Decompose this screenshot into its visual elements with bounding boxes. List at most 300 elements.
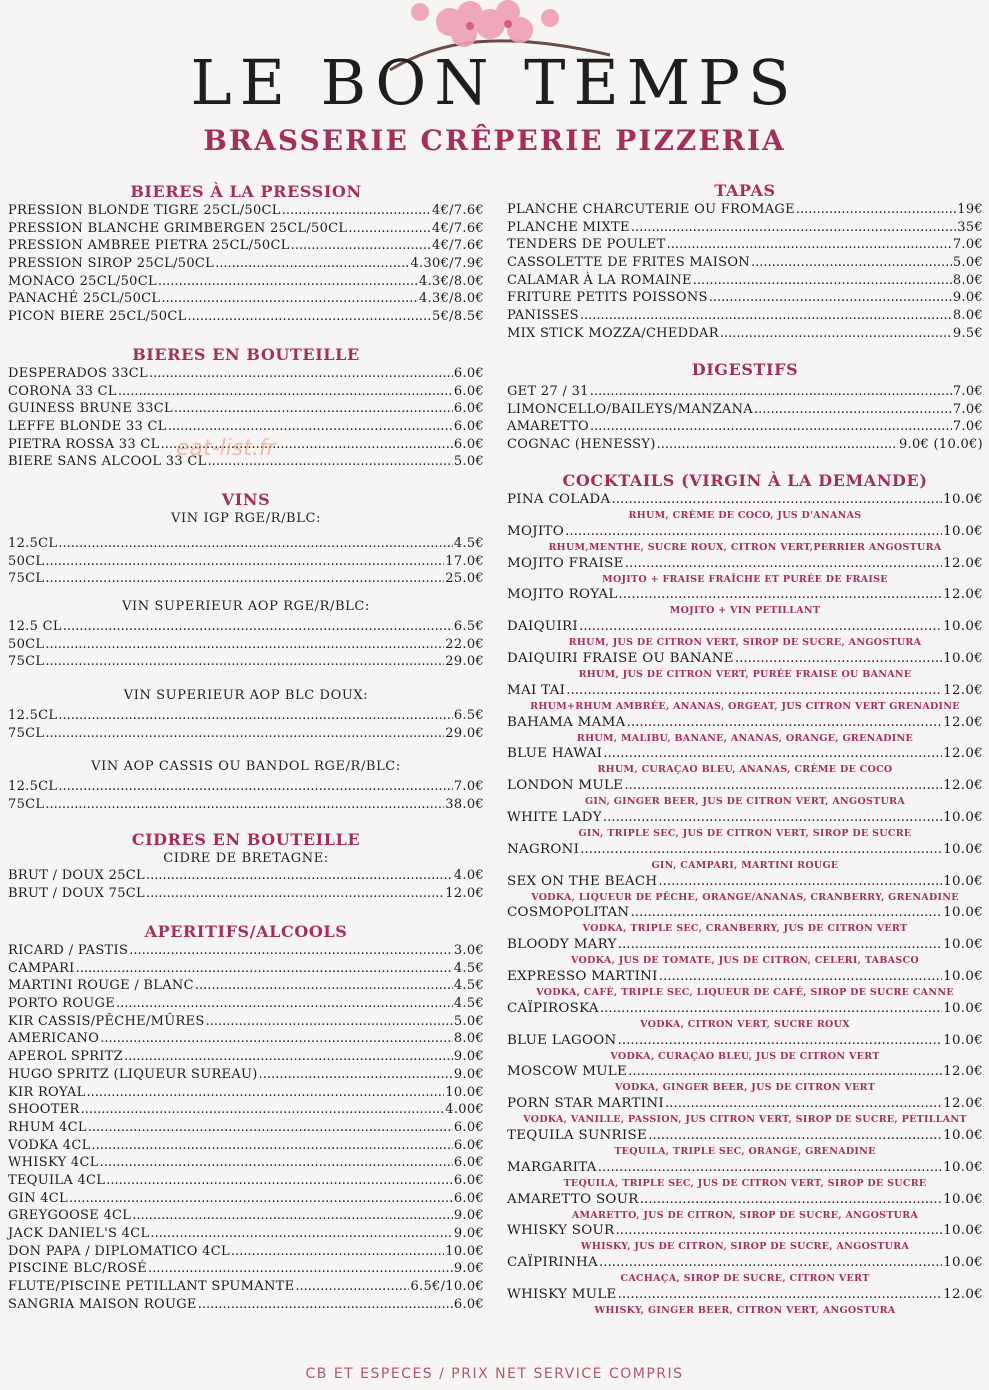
item-price: 10.0€	[943, 1127, 983, 1143]
item-list	[8, 535, 484, 588]
item-name: 12.5 CL	[8, 619, 62, 634]
menu-item	[507, 1191, 983, 1209]
section-vin-blc-doux	[8, 687, 484, 742]
item-name: MOJITO ROYAL	[507, 587, 618, 603]
dot-leader	[579, 618, 942, 636]
item-price: 6.5€/10.0€	[410, 1279, 484, 1295]
item-price: 6.0€	[453, 1296, 484, 1312]
item-price: 10.0€	[943, 1032, 983, 1048]
menu-item	[8, 867, 484, 885]
item-name: MONACO 25CL/50CL	[8, 273, 157, 289]
item-name: FRITURE PETITS POISSONS	[507, 290, 708, 306]
item-price: 5.0€	[952, 255, 983, 271]
dot-leader	[659, 968, 942, 986]
item-price: 4.3€/8.0€	[419, 273, 484, 289]
dot-leader	[92, 1137, 453, 1155]
item-name: PLANCHE CHARCUTERIE OU FROMAGE	[507, 202, 795, 217]
item-price: 10.0€	[445, 1084, 484, 1100]
dot-leader	[158, 273, 418, 291]
menu-item	[507, 1000, 983, 1018]
item-name: RICARD / PASTIS	[8, 943, 129, 958]
item-name: 75CL	[8, 796, 45, 812]
dot-leader	[590, 418, 952, 436]
item-price: 9.0€	[453, 1208, 484, 1224]
menu-item	[507, 1127, 983, 1145]
item-name: MAI TAI	[507, 682, 566, 698]
item-name: MIX STICK MOZZA/CHEDDAR	[507, 325, 719, 341]
menu-item	[507, 436, 983, 454]
item-price: 10.0€	[943, 1000, 983, 1016]
item-price: 6.0€	[453, 419, 484, 435]
menu-item	[8, 570, 484, 588]
item-name: AMARETTO	[507, 419, 590, 435]
item-name: PORN STAR MARTINI	[507, 1096, 664, 1112]
item-name: COSMOPOLITAN	[507, 905, 630, 921]
menu-item	[507, 936, 983, 954]
item-price: 4.0€	[453, 868, 484, 883]
item-price: 6.0€	[453, 1137, 484, 1153]
dot-leader	[628, 1063, 942, 1081]
menu-item	[507, 586, 983, 604]
item-name: SANGRIA MAISON ROUGE	[8, 1296, 197, 1312]
dot-leader	[148, 1260, 453, 1278]
item-price: 6.0€	[453, 1190, 484, 1206]
item-name: BRUT / DOUX 25CL	[8, 868, 145, 883]
item-ingredients: AMARETTO, JUS DE CITRON, SIROP DE SUCRE, ANGOSTURA	[571, 1209, 919, 1221]
menu-item	[507, 841, 983, 859]
item-name: LONDON MULE	[507, 778, 624, 794]
dot-leader	[206, 1013, 453, 1031]
menu-item	[507, 1159, 983, 1177]
section-title: BIERES À LA PRESSION	[130, 182, 362, 201]
dot-leader	[291, 237, 431, 255]
section-title: CIDRES EN BOUTEILLE	[131, 830, 361, 849]
menu-item	[507, 325, 983, 343]
item-price: 10.0€	[943, 968, 983, 984]
item-price: 10.0€	[943, 873, 983, 889]
dot-leader	[348, 220, 431, 238]
menu-item	[507, 904, 983, 922]
item-name: BRUT / DOUX 75CL	[8, 885, 145, 901]
menu-item	[8, 290, 484, 308]
item-price: 10.0€	[943, 619, 983, 635]
menu-item	[507, 777, 983, 795]
dot-leader	[590, 383, 952, 401]
section-subtitle: VIN AOP CASSIS OU BANDOL RGE/R/BLC:	[91, 759, 401, 774]
item-price: 6.5€	[453, 619, 484, 634]
item-name: TEQUILA 4CL	[8, 1172, 106, 1188]
menu-item	[507, 618, 983, 636]
menu-item	[8, 885, 484, 903]
item-price: 6.0€	[453, 1172, 484, 1188]
menu-item	[507, 289, 983, 307]
dot-leader	[45, 725, 444, 743]
item-ingredients: RHUM+RHUM AMBRÉE, ANANAS, ORGEAT, JUS CITRON VERT GRENADINE	[530, 700, 960, 712]
item-price: 10.0€	[943, 1255, 983, 1271]
dot-leader	[129, 942, 453, 960]
item-name: GET 27 / 31	[507, 384, 589, 399]
item-price: 9.0€	[453, 1066, 484, 1082]
item-name: PRESSION BLONDE TIGRE 25CL/50CL	[8, 203, 281, 218]
item-name: PINA COLADA	[507, 492, 611, 507]
menu-item	[8, 535, 484, 553]
item-price: 7.0€	[453, 779, 484, 794]
item-ingredients: WHISKY, JUS DE CITRON, SIROP DE SUCRE, ANGOSTURA	[580, 1241, 910, 1253]
item-price: 10.0€	[943, 523, 983, 539]
item-price: 12.0€	[943, 1286, 983, 1302]
dot-leader	[198, 1296, 453, 1314]
dot-leader	[69, 1190, 453, 1208]
item-name: PICON BIERE 25CL/50CL	[8, 309, 187, 325]
menu-item	[8, 1154, 484, 1172]
item-price: 9.0€	[453, 1261, 484, 1277]
dot-leader	[124, 1048, 453, 1066]
dot-leader	[88, 1119, 453, 1137]
menu-item	[8, 1048, 484, 1066]
item-price: 4.5€	[453, 536, 484, 551]
dot-leader	[625, 555, 942, 573]
dot-leader	[45, 653, 444, 671]
item-name: COGNAC (HENESSY)	[507, 437, 656, 453]
menu-item	[507, 873, 983, 891]
item-price: 12.0€	[943, 587, 983, 603]
dot-leader	[627, 714, 943, 732]
item-name: EXPRESSO MARTINI	[507, 968, 658, 984]
menu-item	[8, 1190, 484, 1208]
item-price: 38.0€	[445, 796, 484, 812]
item-price: 5.0€	[453, 1013, 484, 1029]
item-name: TEQUILA SUNRISE	[507, 1127, 648, 1143]
item-price: 22.0€	[445, 636, 484, 652]
section-title: TAPAS	[714, 181, 776, 200]
menu-item	[507, 809, 983, 827]
menu-item	[8, 400, 484, 418]
item-price: 9.0€ (10.0€)	[898, 437, 983, 453]
dot-leader	[58, 535, 453, 553]
menu-item	[507, 1222, 983, 1240]
item-name: 50CL	[8, 636, 45, 652]
dot-leader	[45, 796, 444, 814]
dot-leader	[150, 1225, 452, 1243]
restaurant-subtitle: BRASSERIE CRÊPERIE PIZZERIA	[203, 124, 786, 157]
menu-item	[507, 1032, 983, 1050]
menu-item	[8, 1243, 484, 1261]
item-name: BLUE HAWAI	[507, 746, 603, 762]
item-ingredients: VODKA, CITRON VERT, SUCRE ROUX	[640, 1018, 850, 1030]
item-name: WHITE LADY	[507, 809, 602, 825]
dot-leader	[618, 936, 942, 954]
item-ingredients: RHUM, JUS DE CITRON VERT, SIROP DE SUCRE, ANGOSTURA	[568, 637, 922, 649]
menu-item	[8, 1137, 484, 1155]
menu-item	[507, 383, 983, 401]
item-name: MOSCOW MULE	[507, 1064, 628, 1080]
item-name: CAÏPIRINHA	[507, 1255, 598, 1271]
menu-item	[8, 202, 484, 220]
item-price: 25.0€	[445, 571, 484, 587]
dot-leader	[116, 995, 453, 1013]
item-ingredients: VODKA, VANILLE, PASSION, JUS CITRON VERT, SIROP DE SUCRE, PETILLANT	[523, 1114, 967, 1126]
menu-item	[8, 1260, 484, 1278]
dot-leader	[76, 960, 453, 978]
item-name: 75CL	[8, 571, 45, 587]
menu-item	[507, 968, 983, 986]
section-tapas	[507, 181, 983, 343]
item-name: AMARETTO SOUR	[507, 1191, 639, 1207]
item-price: 12.0€	[943, 555, 983, 571]
item-name: CASSOLETTE DE FRITES MAISON	[507, 255, 750, 271]
item-name: GIN 4CL	[8, 1190, 68, 1206]
dot-leader	[565, 523, 942, 541]
item-ingredients: RHUM, CURAÇAO BLEU, ANANAS, CRÈME DE COCO	[597, 764, 893, 776]
item-name: PRESSION BLANCHE GRIMBERGEN 25CL/50CL	[8, 220, 348, 236]
item-price: 9.0€	[453, 1226, 484, 1241]
dot-leader	[174, 400, 453, 418]
item-price: 17.0€	[445, 553, 484, 569]
menu-item	[8, 418, 484, 436]
item-ingredients: TEQUILA, TRIPLE SEC, JUS DE CITRON VERT, SIROP DE SUCRE	[563, 1177, 927, 1189]
item-name: CAÏPIROSKA	[507, 1000, 599, 1016]
item-name: SHOOTER	[8, 1102, 80, 1118]
item-ingredients: MOJITO + VIN PETILLANT	[669, 605, 821, 617]
section-vin-superieur	[8, 598, 484, 671]
section-title: COCKTAILS (VIRGIN À LA DEMANDE)	[562, 471, 928, 490]
menu-item	[8, 237, 484, 255]
item-list	[8, 202, 484, 326]
item-ingredients: RHUM, CRÈME DE COCO, JUS D'ANANAS	[628, 510, 862, 521]
dot-leader	[618, 1286, 943, 1304]
dot-leader	[58, 778, 453, 796]
item-price: 10.0€	[943, 905, 983, 921]
item-price: 8.0€	[952, 272, 983, 288]
item-name: APEROL SPRITZ	[8, 1049, 124, 1065]
item-name: CALAMAR À LA ROMAINE	[507, 272, 692, 288]
item-price: 5€/8.5€	[432, 309, 484, 325]
item-list	[8, 707, 484, 742]
item-name: LIMONCELLO/BAILEYS/MANZANA	[507, 401, 753, 417]
item-name: NAGRONI	[507, 841, 580, 857]
item-price: 6.0€	[453, 1119, 484, 1135]
item-price: 12.0€	[943, 682, 983, 698]
item-name: WHISKY SOUR	[507, 1223, 615, 1239]
dot-leader	[796, 201, 956, 219]
item-name: BLUE LAGOON	[507, 1032, 617, 1048]
item-name: DON PAPA / DIPLOMATICO 4CL	[8, 1243, 230, 1259]
menu-item	[507, 682, 983, 700]
item-name: RHUM 4CL	[8, 1119, 87, 1135]
menu-item	[507, 236, 983, 254]
menu-item	[507, 491, 983, 509]
menu-item	[507, 523, 983, 541]
item-name: BLOODY MARY	[507, 937, 617, 953]
dot-leader	[295, 1278, 409, 1296]
item-price: 35€	[957, 219, 983, 235]
item-price: 4€/7.6€	[432, 203, 484, 218]
dot-leader	[100, 1154, 453, 1172]
menu-item	[8, 1066, 484, 1084]
item-price: 4.5€	[453, 960, 484, 976]
dot-leader	[599, 1254, 942, 1272]
item-price: 3.0€	[453, 943, 484, 958]
cocktail-list	[507, 491, 983, 1318]
payment-footer: CB ET ESPECES / PRIX NET SERVICE COMPRIS	[305, 1366, 684, 1382]
item-name: PRESSION AMBREE PIETRA 25CL/50CL	[8, 238, 290, 254]
dot-leader	[603, 809, 942, 827]
item-price: 6.0€	[453, 1155, 484, 1171]
item-price: 10.0€	[943, 650, 983, 666]
item-price: 4.30€/7.9€	[410, 256, 484, 272]
item-price: 10.0€	[943, 937, 983, 953]
item-list	[507, 201, 983, 343]
dot-leader	[215, 255, 409, 273]
item-price: 12.0€	[943, 1096, 983, 1112]
dot-leader	[566, 682, 942, 700]
section-title: BIERES EN BOUTEILLE	[132, 345, 360, 364]
item-price: 19€	[957, 202, 983, 217]
menu-item	[8, 1030, 484, 1048]
item-price: 4€/7.6€	[432, 238, 484, 254]
item-name: VODKA 4CL	[8, 1137, 91, 1153]
item-price: 4.5€	[453, 978, 484, 994]
dot-leader	[168, 418, 453, 436]
item-name: BIERE SANS ALCOOL 33 CL	[8, 454, 207, 470]
menu-item	[507, 1063, 983, 1081]
section-subtitle: VIN IGP RGE/R/BLC:	[171, 511, 321, 526]
menu-item	[507, 1286, 983, 1304]
item-name: CORONA 33 CL	[8, 383, 117, 399]
menu-item	[507, 219, 983, 237]
menu-item	[8, 1084, 484, 1102]
item-price: 4.5€	[453, 996, 484, 1012]
menu-item	[8, 725, 484, 743]
dot-leader	[665, 1095, 942, 1113]
item-ingredients: RHUM, JUS DE CITRON VERT, PURÉE FRAISE OU BANANE	[578, 668, 912, 680]
menu-item	[8, 273, 484, 291]
item-name: PRESSION SIROP 25CL/50CL	[8, 256, 215, 272]
dot-leader	[624, 777, 942, 795]
item-name: MARTINI ROUGE / BLANC	[8, 978, 194, 994]
section-subtitle: VIN SUPERIEUR AOP RGE/R/BLC:	[122, 599, 370, 614]
dot-leader	[106, 1172, 453, 1190]
dot-leader	[618, 1032, 943, 1050]
section-title: VINS	[221, 490, 271, 509]
item-name: CAMPARI	[8, 960, 75, 976]
item-list	[8, 778, 484, 813]
dot-leader	[640, 1191, 942, 1209]
item-price: 12.0€	[943, 714, 983, 730]
item-ingredients: VODKA, LIQUEUR DE PÊCHE, ORANGE/ANANAS, CRANBERRY, GRENADINE	[531, 891, 959, 903]
menu-item	[507, 307, 983, 325]
menu-item	[8, 1101, 484, 1119]
item-ingredients: RHUM,MENTHE, SUCRE ROUX, CITRON VERT,PERRIER ANGOSTURA	[548, 541, 942, 553]
item-price: 10.0€	[943, 1191, 983, 1207]
menu-item	[8, 365, 484, 383]
item-name: WHISKY MULE	[507, 1286, 617, 1302]
item-name: DESPERADOS 33CL	[8, 366, 148, 381]
item-name: AMERICANO	[8, 1031, 100, 1047]
section-title: APERITIFS/ALCOOLS	[144, 922, 348, 941]
menu-item	[507, 1254, 983, 1272]
dot-leader	[81, 1101, 445, 1119]
dot-leader	[735, 650, 942, 668]
menu-item	[8, 1172, 484, 1190]
menu-item	[507, 1095, 983, 1113]
item-price: 9.0€	[952, 290, 983, 306]
section-cocktails	[507, 471, 983, 1318]
item-price: 12.0€	[445, 885, 484, 901]
dot-leader	[693, 272, 952, 290]
dot-leader	[598, 1159, 942, 1177]
item-name: 12.5CL	[8, 536, 58, 551]
item-price: 9.0€	[453, 1049, 484, 1065]
dot-leader	[146, 867, 453, 885]
dot-leader	[648, 1127, 942, 1145]
item-price: 29.0€	[445, 654, 484, 670]
item-list	[8, 618, 484, 671]
dot-leader	[709, 289, 952, 307]
menu-item	[507, 714, 983, 732]
menu-item	[8, 1278, 484, 1296]
item-ingredients: VODKA, CAFÉ, TRIPLE SEC, LIQUEUR DE CAFÉ, SIROP DE SUCRE CANNE	[536, 986, 954, 998]
menu-item	[8, 796, 484, 814]
item-name: 12.5CL	[8, 779, 58, 794]
section-subtitle: VIN SUPERIEUR AOP BLC DOUX:	[123, 688, 369, 703]
dot-leader	[161, 290, 418, 308]
item-price: 6.0€	[453, 401, 484, 417]
menu-item	[8, 553, 484, 571]
menu-item	[507, 418, 983, 436]
item-price: 10.0€	[943, 1159, 983, 1175]
menu-item	[8, 1296, 484, 1314]
menu-item	[507, 401, 983, 419]
menu-item	[8, 255, 484, 273]
watermark: eat-list.fr	[176, 436, 276, 461]
dot-leader	[259, 1066, 453, 1084]
section-bieres-pression	[8, 182, 484, 326]
item-name: 75CL	[8, 654, 45, 670]
item-price: 7.0€	[952, 401, 983, 417]
dot-leader	[87, 1084, 445, 1102]
item-ingredients: VODKA, GINGER BEER, JUS DE CITRON VERT	[614, 1082, 876, 1094]
item-ingredients: GIN, GINGER BEER, JUS DE CITRON VERT, ANGOSTURA	[584, 796, 906, 808]
item-price: 6.0€	[453, 383, 484, 399]
menu-item	[8, 1207, 484, 1225]
menu-item	[8, 1119, 484, 1137]
menu-item	[507, 745, 983, 763]
item-name: MARGARITA	[507, 1159, 597, 1175]
item-name: KIR ROYAL	[8, 1084, 86, 1100]
item-list	[8, 942, 484, 1313]
item-name: MOJITO FRAISE	[507, 555, 624, 571]
item-price: 5.0€	[453, 454, 484, 470]
dot-leader	[619, 586, 943, 604]
menu-item	[507, 201, 983, 219]
dot-leader	[231, 1243, 444, 1261]
dot-leader	[600, 1000, 942, 1018]
section-digestifs	[507, 360, 983, 454]
item-name: PANISSES	[507, 308, 579, 324]
section-aperitifs	[8, 922, 484, 1313]
item-price: 8.0€	[453, 1031, 484, 1047]
item-ingredients: GIN, TRIPLE SEC, JUS DE CITRON VERT, SIROP DE SUCRE	[578, 827, 912, 839]
item-name: LEFFE BLONDE 33 CL	[8, 419, 167, 435]
item-list	[8, 867, 484, 902]
section-vins	[8, 490, 484, 588]
item-price: 12.0€	[943, 746, 983, 762]
item-price: 4.3€/8.0€	[419, 291, 484, 307]
item-name: PIETRA ROSSA 33 CL	[8, 436, 160, 452]
item-price: 10.0€	[943, 809, 983, 825]
menu-item	[8, 653, 484, 671]
